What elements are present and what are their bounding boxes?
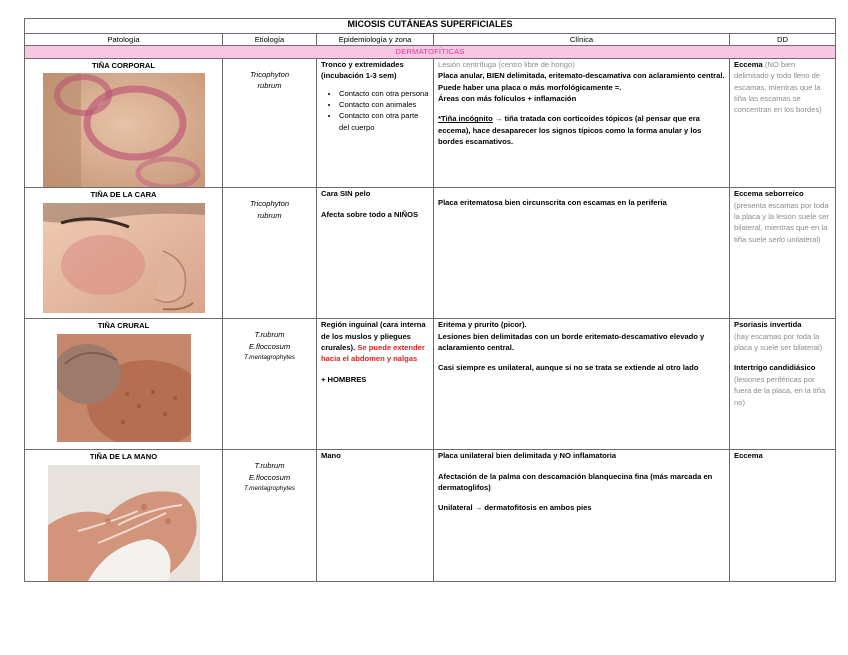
pathology-cell	[25, 450, 223, 581]
dd-name: Eccema seborreico	[734, 189, 804, 199]
list-item: • Contacto con otra persona	[339, 88, 429, 99]
epidemiology-cell	[317, 188, 434, 319]
dd-cell	[730, 188, 836, 319]
groin-lesion-photo	[57, 334, 191, 442]
table-row	[25, 319, 836, 450]
section-row	[25, 46, 836, 58]
epi-contact-list	[321, 88, 429, 134]
pathology-cell	[25, 319, 223, 450]
table-row	[25, 450, 836, 581]
dd-cell	[730, 58, 836, 187]
epi-zone: Cara SIN pelo	[321, 189, 371, 199]
header-etiologia: Etiología	[223, 34, 317, 46]
clinic-cell	[434, 58, 730, 187]
header-patologia: Patología	[25, 34, 223, 46]
etiology-genus: Tricophyton	[249, 69, 290, 79]
clinic-description: Placa unilateral bien delimitada y NO inflamatoria	[438, 451, 617, 461]
etiology-genus: Tricophyton	[249, 199, 290, 209]
epi-extension: Se puede extender hacia el abdomen y nalgas	[321, 343, 425, 364]
epidemiology-cell	[317, 450, 434, 581]
clinic-description: Placa eritematosa bien circunscrita con escamas en la periferia	[438, 198, 667, 208]
epi-population: + HOMBRES	[321, 374, 367, 384]
epidemiology-cell	[317, 58, 434, 187]
dd-name: Eccema	[734, 59, 763, 69]
dd-note-1: (hay escamas por toda la placa y suele ser bilateral)	[734, 331, 823, 353]
pathology-cell	[25, 58, 223, 187]
dd-name-2: Intertrigo candidiásico	[734, 363, 816, 373]
dd-cell	[730, 319, 836, 450]
clinic-symptoms: Eritema y prurito (picor).	[438, 320, 527, 330]
etiology-cell	[223, 319, 317, 450]
etiology-species-2: E.floccosum	[248, 472, 291, 482]
mycosis-table	[24, 18, 836, 582]
etiology-cell	[223, 58, 317, 187]
pathology-cell	[25, 188, 223, 319]
dd-name-1: Psoriasis invertida	[734, 320, 802, 330]
epi-incubation: (incubación 1-3 sem)	[321, 71, 397, 81]
clinic-cell	[434, 319, 730, 450]
section-label: DERMATOFÍTICAS	[25, 46, 836, 58]
clinic-incognito	[438, 113, 725, 147]
pathology-name: TIÑA CORPORAL	[92, 60, 155, 70]
list-item: • Contacto con otra parte del cuerpo	[339, 110, 429, 133]
pathology-name: TIÑA CRURAL	[97, 321, 150, 331]
clinic-palm: Afectación de la palma con descamación blanquecina fina (más marcada en dermatoglifos)	[438, 471, 713, 493]
etiology-cell	[223, 450, 317, 581]
epi-population: Afecta sobre todo a NIÑOS	[321, 209, 419, 219]
etiology-species-1: T.rubrum	[254, 330, 285, 340]
dd-name: Eccema	[734, 451, 763, 461]
clinic-cell	[434, 188, 730, 319]
etiology-cell	[223, 188, 317, 319]
dd-note-2: (lesiones periféricas por fuera de la placa, en la tiña no)	[734, 374, 826, 407]
etiology-species-3: T.mentagrophytes	[244, 485, 295, 493]
etiology-species-3: T.mentagrophytes	[244, 354, 295, 362]
ring-lesion-photo	[43, 73, 205, 187]
incognito-label: *Tiña incógnito	[438, 114, 493, 124]
pathology-name: TIÑA DE LA CARA	[90, 190, 157, 200]
list-item: • Contacto con animales	[339, 99, 429, 110]
epidemiology-cell	[317, 319, 434, 450]
epi-zone	[321, 319, 429, 365]
incognito-text: → tiña tratada con corticoides tópicos (al pensar que era eccema), hace desaparecer los signos típicos como la forma anular y los bordes escamativos.	[438, 114, 702, 147]
table-title: MICOSIS CUTÁNEAS SUPERFICIALES	[25, 19, 836, 34]
dd-note: (presenta escamas por toda la placa y la lesión suele ser bilateral, mientras que en la tiña suele serlo unilateral)	[734, 200, 829, 244]
table-row	[25, 58, 836, 187]
header-dd: DD	[730, 34, 836, 46]
clinic-follicles: Áreas con más folículos + inflamación	[438, 94, 577, 104]
face-lesion-photo	[43, 203, 205, 313]
dd-note: (NO bien delimitado y todo lleno de escamas, mientras que la tiña las escamas se concentran en los bordes)	[734, 59, 822, 115]
clinic-description: Placa anular, BIEN delimitada, eritemato-descamativa con aclaramiento central. Puede haber una placa o más morfológicamente =.	[438, 71, 725, 92]
header-epidemiologia: Epidemiología y zona	[317, 34, 434, 46]
etiology-species-2: E.floccosum	[248, 341, 291, 351]
etiology-species-1: T.rubrum	[254, 461, 285, 471]
dd-cell	[730, 450, 836, 581]
clinic-laterality: Unilateral → dermatofitosis en ambos pies	[438, 503, 592, 513]
hand-lesion-photo	[48, 465, 200, 581]
etiology-species: rubrum	[257, 81, 282, 91]
epi-zone: Mano	[321, 451, 341, 461]
table-row	[25, 188, 836, 319]
etiology-species: rubrum	[257, 210, 282, 220]
epi-zone-text: Región inguinal (cara interna de los muslos y pliegues crurales).	[321, 320, 426, 353]
epi-zone: Tronco y extremidades	[321, 59, 404, 69]
pathology-name: TIÑA DE LA MANO	[89, 452, 158, 462]
header-clinica: Clínica	[434, 34, 730, 46]
clinic-note: Lesión centrífuga (centro libre de hongo)	[438, 59, 575, 69]
header-row	[25, 34, 836, 46]
clinic-description: Lesiones bien delimitadas con un borde eritemato-descamativo elevado y aclaramiento central.	[438, 331, 705, 353]
clinic-laterality: Casi siempre es unilateral, aunque si no se trata se extiende al otro lado	[438, 363, 699, 373]
clinic-cell	[434, 450, 730, 581]
